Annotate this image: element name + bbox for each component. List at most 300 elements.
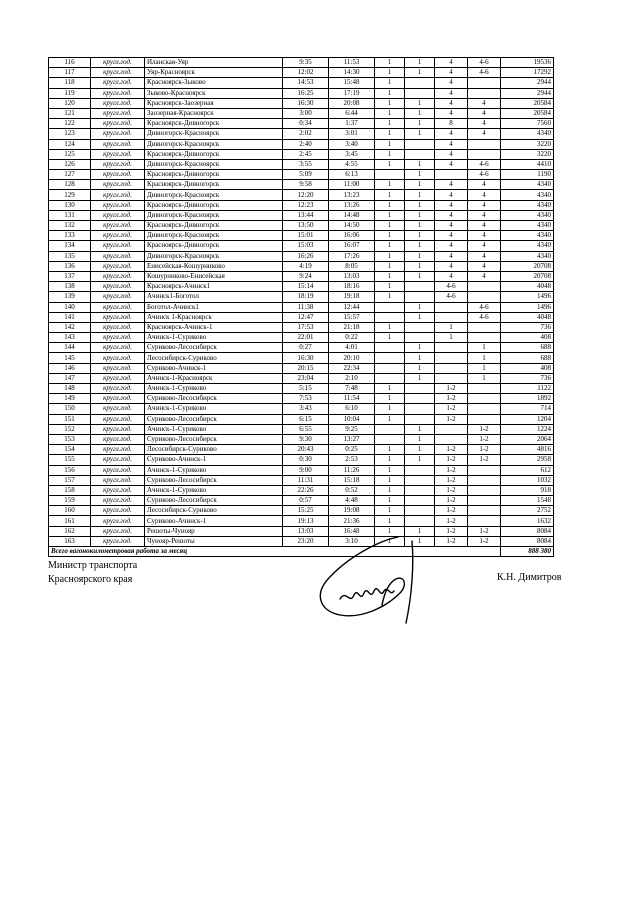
route-cell: Суриково-Ачинск-1 bbox=[145, 363, 283, 373]
count-a-cell bbox=[375, 170, 405, 180]
cars-b-cell bbox=[468, 322, 501, 332]
departure-time-cell: 23:04 bbox=[283, 373, 329, 383]
arrival-time-cell: 13:03 bbox=[329, 271, 375, 281]
cars-a-cell bbox=[435, 302, 468, 312]
regularity-cell: кругл.год. bbox=[91, 496, 145, 506]
route-cell: Суриково-Ачинск-1 bbox=[145, 455, 283, 465]
table-row bbox=[49, 363, 554, 373]
table-row bbox=[49, 180, 554, 190]
cars-a-cell: 4 bbox=[435, 221, 468, 231]
count-a-cell: 1 bbox=[375, 200, 405, 210]
table-row bbox=[49, 414, 554, 424]
arrival-time-cell: 2:53 bbox=[329, 455, 375, 465]
cars-b-cell: 4-6 bbox=[468, 170, 501, 180]
car-km-cell: 17292 bbox=[501, 68, 554, 78]
cars-a-cell bbox=[435, 363, 468, 373]
arrival-time-cell: 11:53 bbox=[329, 58, 375, 68]
route-cell: Лесосибирск-Суриково bbox=[145, 353, 283, 363]
count-b-cell: 1 bbox=[405, 526, 435, 536]
cars-b-cell: 4-6 bbox=[468, 58, 501, 68]
cars-a-cell: 4 bbox=[435, 108, 468, 118]
table-row bbox=[49, 200, 554, 210]
table-row bbox=[49, 292, 554, 302]
car-km-cell: 688 bbox=[501, 343, 554, 353]
count-b-cell: 1 bbox=[405, 190, 435, 200]
route-cell: Суриково-Лесосибирск bbox=[145, 475, 283, 485]
regularity-cell: кругл.год. bbox=[91, 373, 145, 383]
arrival-time-cell: 20:10 bbox=[329, 353, 375, 363]
regularity-cell: кругл.год. bbox=[91, 241, 145, 251]
count-b-cell: 1 bbox=[405, 180, 435, 190]
cars-b-cell: 4 bbox=[468, 98, 501, 108]
route-cell: Дивногорск-Красноярск bbox=[145, 190, 283, 200]
regularity-cell: кругл.год. bbox=[91, 129, 145, 139]
count-a-cell: 1 bbox=[375, 68, 405, 78]
cars-b-cell bbox=[468, 485, 501, 495]
route-cell: Суриково-Лесосибирск bbox=[145, 414, 283, 424]
car-km-cell: 2064 bbox=[501, 434, 554, 444]
table-row bbox=[49, 159, 554, 169]
arrival-time-cell: 19:08 bbox=[329, 506, 375, 516]
regularity-cell: кругл.год. bbox=[91, 159, 145, 169]
count-a-cell: 1 bbox=[375, 516, 405, 526]
cars-a-cell: 4 bbox=[435, 231, 468, 241]
departure-time-cell: 6:55 bbox=[283, 424, 329, 434]
departure-time-cell: 7:53 bbox=[283, 394, 329, 404]
arrival-time-cell: 4:55 bbox=[329, 159, 375, 169]
regularity-cell: кругл.год. bbox=[91, 343, 145, 353]
route-cell: Иланская-Уяр bbox=[145, 58, 283, 68]
cars-a-cell: 1-2 bbox=[435, 526, 468, 536]
route-cell: Красноярск-Дивногорск bbox=[145, 200, 283, 210]
route-cell: Красноярск-Ачинск1 bbox=[145, 282, 283, 292]
row-number-cell: 156 bbox=[49, 465, 91, 475]
table-row bbox=[49, 170, 554, 180]
count-a-cell: 1 bbox=[375, 58, 405, 68]
table-row bbox=[49, 394, 554, 404]
regularity-cell: кругл.год. bbox=[91, 210, 145, 220]
arrival-time-cell: 3:45 bbox=[329, 149, 375, 159]
row-number-cell: 144 bbox=[49, 343, 91, 353]
car-km-cell: 20708 bbox=[501, 271, 554, 281]
arrival-time-cell: 3:40 bbox=[329, 139, 375, 149]
car-km-cell: 3220 bbox=[501, 139, 554, 149]
count-a-cell: 1 bbox=[375, 536, 405, 546]
route-cell: Красноярск-Ачинск-1 bbox=[145, 322, 283, 332]
count-a-cell: 1 bbox=[375, 210, 405, 220]
arrival-time-cell: 3:01 bbox=[329, 129, 375, 139]
regularity-cell: кругл.год. bbox=[91, 78, 145, 88]
row-number-cell: 120 bbox=[49, 98, 91, 108]
car-km-cell: 4816 bbox=[501, 445, 554, 455]
count-b-cell: 1 bbox=[405, 373, 435, 383]
row-number-cell: 162 bbox=[49, 526, 91, 536]
count-a-cell: 1 bbox=[375, 475, 405, 485]
route-cell: Лесосибирск-Суриково bbox=[145, 506, 283, 516]
row-number-cell: 140 bbox=[49, 302, 91, 312]
row-number-cell: 151 bbox=[49, 414, 91, 424]
table-row bbox=[49, 455, 554, 465]
row-number-cell: 130 bbox=[49, 200, 91, 210]
departure-time-cell: 9:30 bbox=[283, 434, 329, 444]
count-b-cell: 1 bbox=[405, 221, 435, 231]
count-a-cell: 1 bbox=[375, 414, 405, 424]
departure-time-cell: 12:47 bbox=[283, 312, 329, 322]
cars-b-cell bbox=[468, 414, 501, 424]
count-b-cell: 1 bbox=[405, 353, 435, 363]
cars-b-cell bbox=[468, 333, 501, 343]
count-b-cell bbox=[405, 485, 435, 495]
cars-b-cell: 4 bbox=[468, 108, 501, 118]
count-b-cell: 1 bbox=[405, 98, 435, 108]
table-row bbox=[49, 271, 554, 281]
cars-a-cell: 1-2 bbox=[435, 445, 468, 455]
departure-time-cell: 0:27 bbox=[283, 343, 329, 353]
car-km-cell: 8084 bbox=[501, 536, 554, 546]
cars-b-cell: 1 bbox=[468, 373, 501, 383]
cars-a-cell: 1-2 bbox=[435, 455, 468, 465]
row-number-cell: 146 bbox=[49, 363, 91, 373]
route-cell: Уяр-Красноярск bbox=[145, 68, 283, 78]
count-b-cell: 1 bbox=[405, 200, 435, 210]
table-row bbox=[49, 445, 554, 455]
car-km-cell: 4340 bbox=[501, 129, 554, 139]
route-cell: Ачинск 1-Красноярск bbox=[145, 312, 283, 322]
cars-b-cell bbox=[468, 282, 501, 292]
cars-b-cell: 4 bbox=[468, 261, 501, 271]
regularity-cell: кругл.год. bbox=[91, 363, 145, 373]
arrival-time-cell: 11:54 bbox=[329, 394, 375, 404]
count-b-cell: 1 bbox=[405, 251, 435, 261]
regularity-cell: кругл.год. bbox=[91, 516, 145, 526]
arrival-time-cell: 15:18 bbox=[329, 475, 375, 485]
signatory-position-line2: Красноярского края bbox=[48, 574, 133, 585]
table-row bbox=[49, 434, 554, 444]
cars-b-cell bbox=[468, 475, 501, 485]
departure-time-cell: 6:15 bbox=[283, 414, 329, 424]
count-b-cell bbox=[405, 414, 435, 424]
arrival-time-cell: 22:34 bbox=[329, 363, 375, 373]
arrival-time-cell: 16:07 bbox=[329, 241, 375, 251]
count-b-cell bbox=[405, 475, 435, 485]
cars-a-cell: 4 bbox=[435, 180, 468, 190]
cars-a-cell: 4 bbox=[435, 149, 468, 159]
row-number-cell: 157 bbox=[49, 475, 91, 485]
arrival-time-cell: 16:06 bbox=[329, 231, 375, 241]
cars-a-cell bbox=[435, 343, 468, 353]
route-cell: Дивногорск-Красноярск bbox=[145, 129, 283, 139]
count-a-cell: 1 bbox=[375, 496, 405, 506]
count-b-cell bbox=[405, 78, 435, 88]
route-cell: Ачинск-1-Красноярск bbox=[145, 373, 283, 383]
cars-b-cell: 1-2 bbox=[468, 445, 501, 455]
row-number-cell: 118 bbox=[49, 78, 91, 88]
table-row bbox=[49, 516, 554, 526]
regularity-cell: кругл.год. bbox=[91, 353, 145, 363]
regularity-cell: кругл.год. bbox=[91, 536, 145, 546]
cars-b-cell: 1 bbox=[468, 343, 501, 353]
car-km-cell: 1496 bbox=[501, 292, 554, 302]
car-km-cell: 2944 bbox=[501, 88, 554, 98]
row-number-cell: 152 bbox=[49, 424, 91, 434]
count-b-cell bbox=[405, 394, 435, 404]
count-a-cell: 1 bbox=[375, 149, 405, 159]
regularity-cell: кругл.год. bbox=[91, 170, 145, 180]
departure-time-cell: 15:03 bbox=[283, 241, 329, 251]
departure-time-cell: 4:19 bbox=[283, 261, 329, 271]
row-number-cell: 142 bbox=[49, 322, 91, 332]
cars-a-cell: 4 bbox=[435, 78, 468, 88]
cars-a-cell: 1-2 bbox=[435, 465, 468, 475]
arrival-time-cell: 9:25 bbox=[329, 424, 375, 434]
table-row bbox=[49, 139, 554, 149]
cars-a-cell: 1-2 bbox=[435, 475, 468, 485]
count-a-cell: 1 bbox=[375, 190, 405, 200]
cars-b-cell bbox=[468, 496, 501, 506]
cars-b-cell bbox=[468, 384, 501, 394]
departure-time-cell: 16:26 bbox=[283, 251, 329, 261]
arrival-time-cell: 3:10 bbox=[329, 536, 375, 546]
count-a-cell: 1 bbox=[375, 180, 405, 190]
count-a-cell: 1 bbox=[375, 292, 405, 302]
cars-b-cell: 4 bbox=[468, 241, 501, 251]
cars-a-cell: 1-2 bbox=[435, 536, 468, 546]
arrival-time-cell: 18:16 bbox=[329, 282, 375, 292]
count-b-cell bbox=[405, 282, 435, 292]
row-number-cell: 123 bbox=[49, 129, 91, 139]
departure-time-cell: 20:43 bbox=[283, 445, 329, 455]
route-cell: Дивногорск-Красноярск bbox=[145, 231, 283, 241]
arrival-time-cell: 0:25 bbox=[329, 445, 375, 455]
cars-b-cell bbox=[468, 394, 501, 404]
count-b-cell: 1 bbox=[405, 231, 435, 241]
regularity-cell: кругл.год. bbox=[91, 445, 145, 455]
arrival-time-cell: 0:52 bbox=[329, 485, 375, 495]
cars-a-cell bbox=[435, 312, 468, 322]
count-a-cell: 1 bbox=[375, 404, 405, 414]
count-a-cell bbox=[375, 424, 405, 434]
regularity-cell: кругл.год. bbox=[91, 119, 145, 129]
cars-a-cell: 4 bbox=[435, 210, 468, 220]
regularity-cell: кругл.год. bbox=[91, 292, 145, 302]
route-cell: Суриково-Ачинск-1 bbox=[145, 516, 283, 526]
table-row bbox=[49, 78, 554, 88]
regularity-cell: кругл.год. bbox=[91, 322, 145, 332]
arrival-time-cell: 4:48 bbox=[329, 496, 375, 506]
route-cell: Суриково-Лесосибирск bbox=[145, 394, 283, 404]
table-row bbox=[49, 88, 554, 98]
car-km-cell: 688 bbox=[501, 353, 554, 363]
regularity-cell: кругл.год. bbox=[91, 139, 145, 149]
table-row bbox=[49, 190, 554, 200]
route-cell: Красноярск-Дивногорск bbox=[145, 119, 283, 129]
car-km-cell: 7560 bbox=[501, 119, 554, 129]
arrival-time-cell: 17:26 bbox=[329, 251, 375, 261]
count-b-cell bbox=[405, 516, 435, 526]
regularity-cell: кругл.год. bbox=[91, 465, 145, 475]
count-a-cell: 1 bbox=[375, 455, 405, 465]
cars-a-cell: 4-6 bbox=[435, 282, 468, 292]
route-cell: Красноярск-Зыково bbox=[145, 78, 283, 88]
cars-a-cell bbox=[435, 434, 468, 444]
car-km-cell: 408 bbox=[501, 363, 554, 373]
arrival-time-cell: 13:27 bbox=[329, 434, 375, 444]
table-row bbox=[49, 149, 554, 159]
cars-a-cell: 1-2 bbox=[435, 404, 468, 414]
signatory-position-line1: Министр транспорта bbox=[48, 560, 138, 571]
row-number-cell: 159 bbox=[49, 496, 91, 506]
table-row bbox=[49, 333, 554, 343]
regularity-cell: кругл.год. bbox=[91, 98, 145, 108]
row-number-cell: 163 bbox=[49, 536, 91, 546]
cars-a-cell: 4 bbox=[435, 251, 468, 261]
regularity-cell: кругл.год. bbox=[91, 394, 145, 404]
row-number-cell: 145 bbox=[49, 353, 91, 363]
route-cell: Ачинск-1-Суриково bbox=[145, 485, 283, 495]
row-number-cell: 126 bbox=[49, 159, 91, 169]
cars-a-cell: 1-2 bbox=[435, 384, 468, 394]
arrival-time-cell: 20:08 bbox=[329, 98, 375, 108]
table-row bbox=[49, 98, 554, 108]
count-a-cell: 1 bbox=[375, 159, 405, 169]
count-a-cell: 1 bbox=[375, 445, 405, 455]
regularity-cell: кругл.год. bbox=[91, 88, 145, 98]
cars-a-cell: 4-6 bbox=[435, 292, 468, 302]
document-sheet bbox=[48, 57, 553, 557]
departure-time-cell: 5:09 bbox=[283, 170, 329, 180]
departure-time-cell: 9:35 bbox=[283, 58, 329, 68]
count-a-cell bbox=[375, 343, 405, 353]
regularity-cell: кругл.год. bbox=[91, 108, 145, 118]
row-number-cell: 137 bbox=[49, 271, 91, 281]
count-a-cell: 1 bbox=[375, 384, 405, 394]
departure-time-cell: 15:14 bbox=[283, 282, 329, 292]
cars-a-cell: 8 bbox=[435, 119, 468, 129]
table-row bbox=[49, 485, 554, 495]
cars-b-cell bbox=[468, 88, 501, 98]
route-cell: Дивногорск-Красноярск bbox=[145, 139, 283, 149]
regularity-cell: кругл.год. bbox=[91, 200, 145, 210]
cars-b-cell: 4 bbox=[468, 251, 501, 261]
departure-time-cell: 16:30 bbox=[283, 98, 329, 108]
table-row bbox=[49, 58, 554, 68]
count-b-cell: 1 bbox=[405, 424, 435, 434]
car-km-cell: 612 bbox=[501, 465, 554, 475]
car-km-cell: 736 bbox=[501, 373, 554, 383]
count-b-cell bbox=[405, 322, 435, 332]
route-cell: Красноярск-Дивногорск bbox=[145, 149, 283, 159]
cars-b-cell bbox=[468, 78, 501, 88]
arrival-time-cell: 6:44 bbox=[329, 108, 375, 118]
count-b-cell bbox=[405, 465, 435, 475]
cars-b-cell: 4 bbox=[468, 190, 501, 200]
regularity-cell: кругл.год. bbox=[91, 384, 145, 394]
route-cell: Ачинск-1-Суриково bbox=[145, 333, 283, 343]
route-cell: Решоты-Чунояр bbox=[145, 526, 283, 536]
cars-a-cell: 4 bbox=[435, 139, 468, 149]
cars-b-cell bbox=[468, 465, 501, 475]
route-cell: Суриково-Лесосибирск bbox=[145, 496, 283, 506]
cars-b-cell: 1-2 bbox=[468, 434, 501, 444]
car-km-cell: 4340 bbox=[501, 221, 554, 231]
count-b-cell: 1 bbox=[405, 170, 435, 180]
row-number-cell: 150 bbox=[49, 404, 91, 414]
car-km-cell: 1224 bbox=[501, 424, 554, 434]
car-km-cell: 1190 bbox=[501, 170, 554, 180]
table-row bbox=[49, 465, 554, 475]
departure-time-cell: 9:24 bbox=[283, 271, 329, 281]
table-row bbox=[49, 312, 554, 322]
table-row bbox=[49, 373, 554, 383]
route-cell: Суриково-Лесосибирск bbox=[145, 343, 283, 353]
route-cell: Ачинск-1-Суриково bbox=[145, 465, 283, 475]
cars-b-cell: 1-2 bbox=[468, 526, 501, 536]
row-number-cell: 125 bbox=[49, 149, 91, 159]
row-number-cell: 158 bbox=[49, 485, 91, 495]
departure-time-cell: 13:44 bbox=[283, 210, 329, 220]
count-b-cell: 1 bbox=[405, 455, 435, 465]
count-a-cell bbox=[375, 434, 405, 444]
departure-time-cell: 5:15 bbox=[283, 384, 329, 394]
route-cell: Красноярск-Дивногорск bbox=[145, 241, 283, 251]
table-row bbox=[49, 384, 554, 394]
row-number-cell: 129 bbox=[49, 190, 91, 200]
row-number-cell: 149 bbox=[49, 394, 91, 404]
cars-b-cell: 4-6 bbox=[468, 312, 501, 322]
row-number-cell: 154 bbox=[49, 445, 91, 455]
departure-time-cell: 3:43 bbox=[283, 404, 329, 414]
table-row bbox=[49, 261, 554, 271]
route-cell: Ачинск-1-Суриково bbox=[145, 424, 283, 434]
row-number-cell: 139 bbox=[49, 292, 91, 302]
cars-b-cell bbox=[468, 139, 501, 149]
arrival-time-cell: 19:18 bbox=[329, 292, 375, 302]
route-cell: Чунояр-Решоты bbox=[145, 536, 283, 546]
count-b-cell bbox=[405, 88, 435, 98]
table-row bbox=[49, 343, 554, 353]
departure-time-cell: 2:45 bbox=[283, 149, 329, 159]
cars-a-cell bbox=[435, 424, 468, 434]
count-a-cell bbox=[375, 312, 405, 322]
count-a-cell: 1 bbox=[375, 251, 405, 261]
count-a-cell bbox=[375, 302, 405, 312]
departure-time-cell: 9:00 bbox=[283, 465, 329, 475]
row-number-cell: 141 bbox=[49, 312, 91, 322]
row-number-cell: 160 bbox=[49, 506, 91, 516]
cars-a-cell: 4 bbox=[435, 271, 468, 281]
car-km-cell: 1122 bbox=[501, 384, 554, 394]
arrival-time-cell: 8:05 bbox=[329, 261, 375, 271]
cars-b-cell: 1-2 bbox=[468, 536, 501, 546]
cars-b-cell bbox=[468, 149, 501, 159]
car-km-cell: 1496 bbox=[501, 302, 554, 312]
car-km-cell: 20708 bbox=[501, 261, 554, 271]
count-b-cell bbox=[405, 149, 435, 159]
car-km-cell: 4340 bbox=[501, 231, 554, 241]
departure-time-cell: 0:30 bbox=[283, 455, 329, 465]
table-row bbox=[49, 353, 554, 363]
cars-a-cell: 4 bbox=[435, 58, 468, 68]
departure-time-cell: 11:31 bbox=[283, 475, 329, 485]
cars-b-cell: 4 bbox=[468, 271, 501, 281]
count-a-cell: 1 bbox=[375, 485, 405, 495]
regularity-cell: кругл.год. bbox=[91, 414, 145, 424]
car-km-cell: 736 bbox=[501, 322, 554, 332]
table-row bbox=[49, 496, 554, 506]
cars-b-cell: 4 bbox=[468, 200, 501, 210]
route-cell: Красноярск-Дивногорск bbox=[145, 170, 283, 180]
count-a-cell bbox=[375, 363, 405, 373]
